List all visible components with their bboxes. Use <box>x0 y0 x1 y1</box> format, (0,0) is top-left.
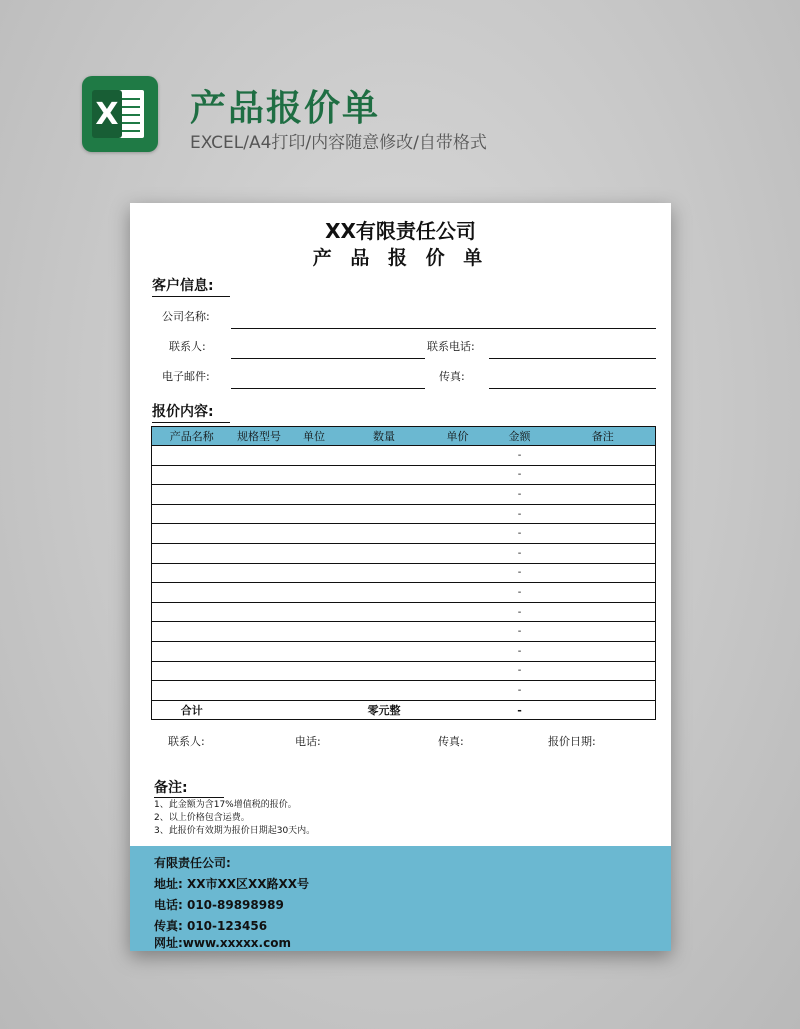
table-row[interactable] <box>152 465 656 485</box>
table-cell[interactable] <box>287 661 342 681</box>
table-cell[interactable] <box>551 504 656 524</box>
table-row[interactable] <box>152 661 656 681</box>
col-quantity: 数量 <box>342 427 427 446</box>
total-row <box>152 700 656 720</box>
company-name-label: 公司名称: <box>162 310 210 323</box>
banner-title: 产品报价单 <box>190 88 381 129</box>
table-cell[interactable] <box>427 641 489 661</box>
table-cell[interactable] <box>287 602 342 622</box>
table-cell[interactable] <box>232 543 287 563</box>
table-cell[interactable] <box>152 661 232 681</box>
table-cell[interactable] <box>152 563 232 583</box>
table-cell[interactable] <box>551 543 656 563</box>
table-cell[interactable] <box>551 661 656 681</box>
table-cell[interactable] <box>152 485 232 505</box>
footer-address: 地址: XX市XX区XX路XX号 <box>154 877 309 891</box>
table-cell[interactable] <box>342 485 427 505</box>
phone-field[interactable] <box>489 358 656 359</box>
table-cell[interactable] <box>427 446 489 466</box>
table-cell[interactable] <box>152 504 232 524</box>
row-amount[interactable]: - <box>489 602 551 622</box>
table-row[interactable] <box>152 602 656 622</box>
table-cell[interactable] <box>427 524 489 544</box>
table-row[interactable] <box>152 485 656 505</box>
table-cell[interactable] <box>342 641 427 661</box>
table-header-row <box>152 427 656 446</box>
table-cell[interactable] <box>152 641 232 661</box>
table-cell[interactable] <box>287 465 342 485</box>
sign-contact-label: 联系人: <box>168 735 205 748</box>
table-cell[interactable] <box>232 446 287 466</box>
table-cell[interactable] <box>232 602 287 622</box>
excel-letter: X <box>92 90 122 138</box>
row-amount[interactable]: - <box>489 504 551 524</box>
table-cell[interactable] <box>551 622 656 642</box>
table-cell[interactable] <box>287 641 342 661</box>
table-cell[interactable] <box>551 583 656 603</box>
table-row[interactable] <box>152 583 656 603</box>
table-row[interactable] <box>152 504 656 524</box>
row-amount[interactable]: - <box>489 446 551 466</box>
note-item: 2、以上价格包含运费。 <box>154 813 250 823</box>
table-cell[interactable] <box>342 661 427 681</box>
col-remarks: 备注 <box>551 427 656 446</box>
table-row[interactable] <box>152 641 656 661</box>
table-cell[interactable] <box>287 446 342 466</box>
table-cell[interactable] <box>427 681 489 701</box>
table-cell[interactable] <box>152 681 232 701</box>
row-amount[interactable]: - <box>489 465 551 485</box>
table-cell[interactable] <box>342 622 427 642</box>
col-spec: 规格型号 <box>232 427 287 446</box>
table-cell[interactable] <box>551 681 656 701</box>
col-amount: 金额 <box>489 427 551 446</box>
fax-field[interactable] <box>489 388 656 389</box>
table-cell[interactable] <box>427 504 489 524</box>
banner-subtitle: EXCEL/A4打印/内容随意修改/自带格式 <box>190 133 487 153</box>
contact-field[interactable] <box>231 358 425 359</box>
table-cell[interactable] <box>342 563 427 583</box>
email-label: 电子邮件: <box>162 370 210 383</box>
table-cell[interactable] <box>342 465 427 485</box>
footer-company: 有限责任公司: <box>154 856 231 870</box>
sign-phone-label: 电话: <box>295 735 321 748</box>
table-cell[interactable] <box>551 563 656 583</box>
table-row[interactable] <box>152 446 656 466</box>
table-cell[interactable] <box>152 446 232 466</box>
table-row[interactable] <box>152 681 656 701</box>
table-cell[interactable] <box>287 504 342 524</box>
footer-phone: 电话: 010-89898989 <box>154 898 284 912</box>
row-amount[interactable]: - <box>489 681 551 701</box>
email-field[interactable] <box>231 388 425 389</box>
row-amount[interactable]: - <box>489 641 551 661</box>
quotation-sheet <box>130 203 671 951</box>
table-cell[interactable] <box>232 524 287 544</box>
table-row[interactable] <box>152 524 656 544</box>
row-amount[interactable]: - <box>489 485 551 505</box>
table-cell[interactable] <box>342 504 427 524</box>
table-cell[interactable] <box>287 583 342 603</box>
company-footer <box>130 846 671 951</box>
table-cell[interactable] <box>342 583 427 603</box>
table-cell[interactable] <box>427 543 489 563</box>
table-cell[interactable] <box>232 681 287 701</box>
table-cell[interactable] <box>342 446 427 466</box>
table-cell[interactable] <box>232 504 287 524</box>
table-cell[interactable] <box>152 622 232 642</box>
table-cell[interactable] <box>232 563 287 583</box>
total-in-words: 零元整 <box>367 704 401 718</box>
company-name-field[interactable] <box>231 328 656 329</box>
row-amount[interactable]: - <box>489 661 551 681</box>
document-title: 产 品 报 价 单 <box>312 247 489 269</box>
table-cell[interactable] <box>427 465 489 485</box>
phone-label: 联系电话: <box>427 340 475 353</box>
table-cell[interactable] <box>342 602 427 622</box>
table-cell[interactable] <box>287 681 342 701</box>
table-cell[interactable] <box>232 641 287 661</box>
company-title: XX有限责任公司 <box>325 219 476 243</box>
table-cell[interactable] <box>287 622 342 642</box>
col-product-name: 产品名称 <box>152 427 232 446</box>
table-cell[interactable] <box>427 602 489 622</box>
footer-website: 网址:www.xxxxx.com <box>154 936 291 950</box>
row-amount[interactable]: - <box>489 524 551 544</box>
table-cell[interactable] <box>551 446 656 466</box>
table-cell[interactable] <box>232 465 287 485</box>
table-cell[interactable] <box>287 524 342 544</box>
table-cell[interactable] <box>232 661 287 681</box>
table-cell[interactable] <box>232 485 287 505</box>
table-cell[interactable] <box>152 583 232 603</box>
table-cell[interactable] <box>232 583 287 603</box>
table-cell[interactable] <box>287 563 342 583</box>
table-cell[interactable] <box>152 543 232 563</box>
row-amount[interactable]: - <box>489 583 551 603</box>
footer-fax: 传真: 010-123456 <box>154 919 268 933</box>
table-row[interactable] <box>152 563 656 583</box>
table-cell[interactable] <box>287 485 342 505</box>
table-cell[interactable] <box>551 485 656 505</box>
row-amount[interactable]: - <box>489 543 551 563</box>
note-item: 1、此金额为含17%增值税的报价。 <box>154 800 297 810</box>
sign-fax-label: 传真: <box>438 735 464 748</box>
customer-section-title: 客户信息: <box>152 275 230 297</box>
col-unit-price: 单价 <box>427 427 489 446</box>
table-cell[interactable] <box>287 543 342 563</box>
table-cell[interactable] <box>152 465 232 485</box>
table-cell[interactable] <box>232 622 287 642</box>
excel-icon <box>82 76 158 152</box>
table-cell[interactable] <box>152 602 232 622</box>
total-amount: - <box>517 703 522 717</box>
table-cell[interactable] <box>342 524 427 544</box>
table-cell[interactable] <box>427 563 489 583</box>
quotation-table <box>151 426 656 720</box>
note-item: 3、此报价有效期为报价日期起30天内。 <box>154 826 316 836</box>
table-row[interactable] <box>152 622 656 642</box>
sign-date-label: 报价日期: <box>548 735 596 748</box>
table-row[interactable] <box>152 543 656 563</box>
total-label: 合计 <box>180 704 203 718</box>
table-cell[interactable] <box>427 583 489 603</box>
table-cell[interactable] <box>427 622 489 642</box>
table-cell[interactable] <box>551 524 656 544</box>
row-amount[interactable]: - <box>489 622 551 642</box>
fax-label: 传真: <box>439 370 465 383</box>
table-cell[interactable] <box>551 465 656 485</box>
row-amount[interactable]: - <box>489 563 551 583</box>
table-cell[interactable] <box>551 602 656 622</box>
table-cell[interactable] <box>342 681 427 701</box>
quote-section-title: 报价内容: <box>152 401 230 423</box>
table-cell[interactable] <box>342 543 427 563</box>
table-cell[interactable] <box>551 641 656 661</box>
table-cell[interactable] <box>427 485 489 505</box>
col-unit: 单位 <box>287 427 342 446</box>
notes-title: 备注: <box>154 777 224 798</box>
table-cell[interactable] <box>427 661 489 681</box>
contact-label: 联系人: <box>169 340 206 353</box>
table-cell[interactable] <box>152 524 232 544</box>
